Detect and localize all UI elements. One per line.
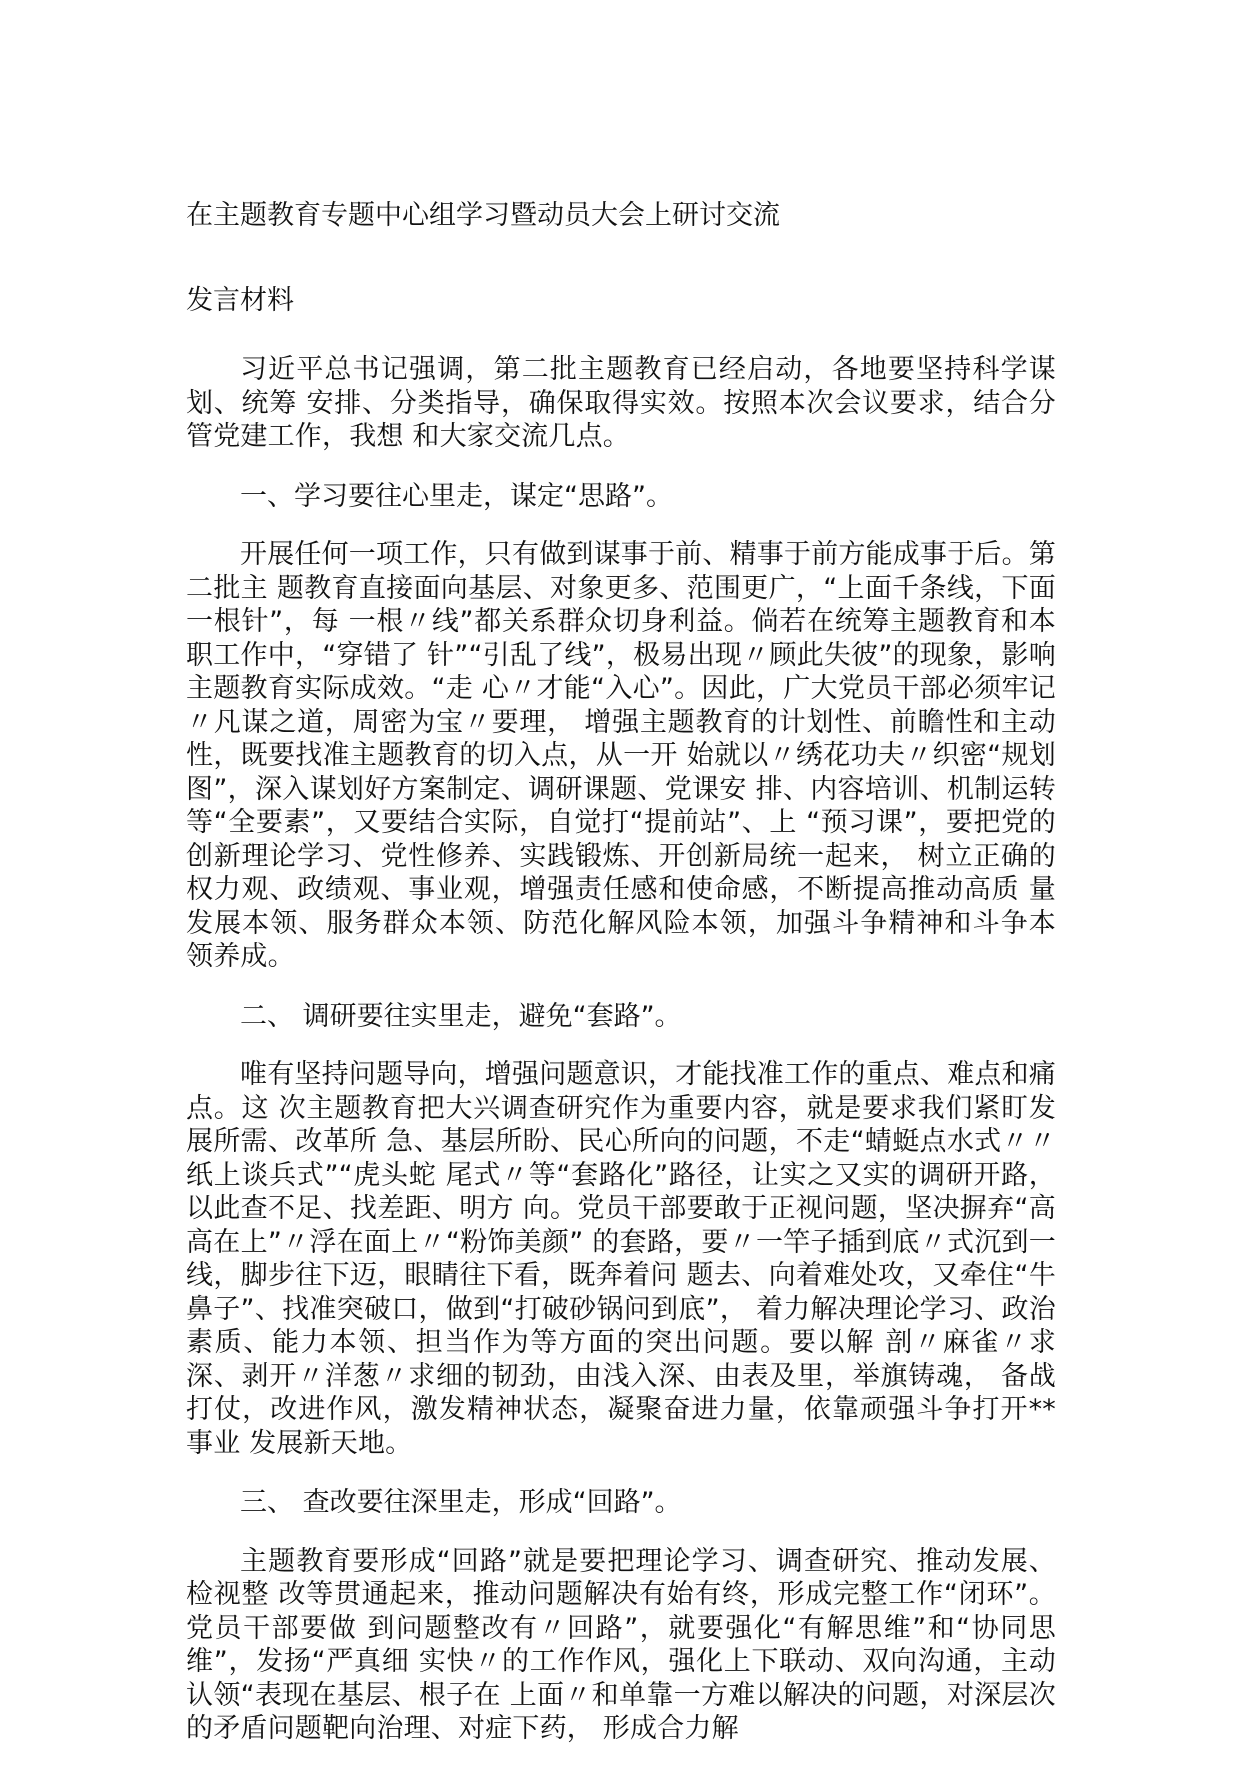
paragraph-section-1: 开展任何一项工作，只有做到谋事于前、精事于前方能成事于后。第二批主 题教育直接面向基层、对象更多、范围更广，“上面千条线，下面一根针”，每 一根〃线”都关系群众切身利益。倘若在统筹主题教育和本职工作中，“穿错了 针”“引乱了线”，极易出现〃顾此失彼”的现象，影响主题教育实际成效。“走 心〃才能“入心”。因此，广大党员干部必须牢记〃凡谋之道，周密为宝〃要理， 增强主题教育的计划性、前瞻性和主动性，既要找准主题教育的切入点，从一开 始就以〃绣花功夫〃织密“规划图”，深入谋划好方案制定、调研课题、党课安 排、内容培训、机制运转等“全要素”，又要结合实际，自觉打“提前站”、上 “预习课”，要把党的创新理论学习、党性修养、实践锻炼、开创新局统一起来， 树立正确的权力观、政绩观、事业观，增强责任感和使命感，不断提高推动高质 量发展本领、服务群众本领、防范化解风险本领，加强斗争精神和斗争本领养成。	[186, 539, 1056, 972]
document-body	[186, 196, 1056, 1772]
section-heading-3: 三、 查改要往深里走，形成“回路”。	[240, 1487, 682, 1518]
document-title-line-2: 发言材料	[186, 285, 294, 316]
paragraph-section-3: 主题教育要形成“回路”就是要把理论学习、调查研究、推动发展、检视整 改等贯通起来，推动问题解决有始有终，形成完整工作“闭环”。党员干部要做 到问题整改有〃回路”，就要强化“有解思维”和“协同思维”，发扬“严真细 实快〃的工作作风，强化上下联动、双向沟通，主动认领“表现在基层、根子在 上面〃和单靠一方难以解决的问题，对深层次的矛盾问题靶向治理、对症下药， 形成合力解	[186, 1545, 1056, 1744]
section-heading-2: 二、 调研要往实里走，避免“套路”。	[240, 1000, 682, 1032]
paragraph-section-2: 唯有坚持问题导向，增强问题意识，才能找准工作的重点、难点和痛点。这 次主题教育把大兴调查研究作为重要内容，就是要求我们紧盯发展所需、改革所 急、基层所盼、民心所向的问题，不走“蜻蜓点水式〃〃纸上谈兵式”“虎头蛇 尾式〃等“套路化”路径，让实之又实的调研开路，以此查不足、找差距、明方 向。党员干部要敢于正视问题，坚决摒弃“高高在上”〃浮在面上〃“粉饰美颜” 的套路，要〃一竿子插到底〃式沉到一线，脚步往下迈，眼睛往下看，既奔着问 题去、向着难处攻，又牵住“牛鼻子”、找准突破口，做到“打破砂锅问到底”， 着力解决理论学习、政治素质、能力本领、担当作为等方面的突出问题。要以解 剖〃麻雀〃求深、剥开〃洋葱〃求细的韧劲，由浅入深、由表及里，举旗铸魂， 备战打仗，改进作风，激发精神状态，凝聚奋进力量，依靠顽强斗争打开**事业 发展新天地。	[186, 1059, 1056, 1459]
section-heading-1: 一、学习要往心里走，谋定“思路”。	[240, 480, 673, 512]
document-title-line-1: 在主题教育专题中心组学习暨动员大会上研讨交流	[186, 200, 780, 231]
paragraph-intro: 习近平总书记强调，第二批主题教育已经启动，各地要坚持科学谋划、统筹 安排、分类指导，确保取得实效。按照本次会议要求，结合分管党建工作，我想 和大家交流几点。	[186, 354, 1056, 452]
